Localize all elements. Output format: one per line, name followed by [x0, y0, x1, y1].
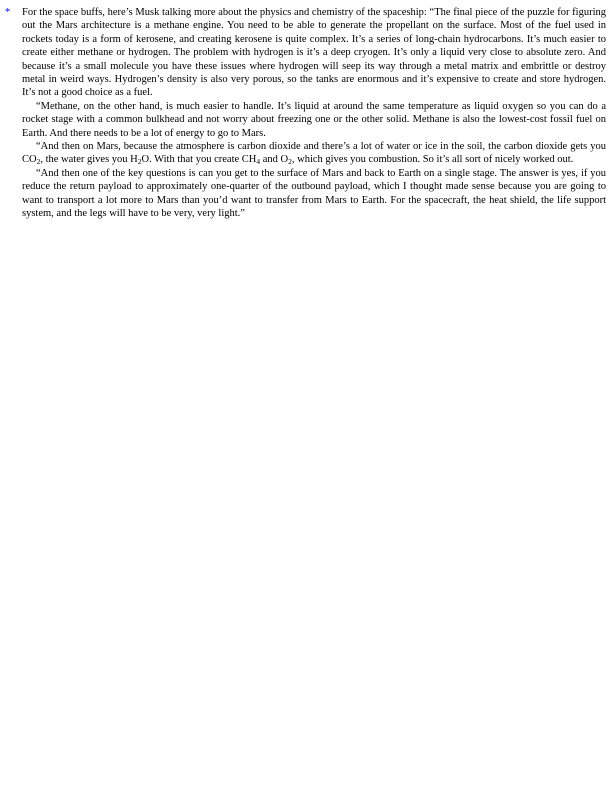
footnote-paragraph-2: “Methane, on the other hand, is much easier to handle. It’s liquid at around the same temperature as liquid oxygen so you can do a rocket stage with a common bulkhead and not worry about freezing one or the other solid. Methane is also the lowest-cost fossil fuel on Earth. And there needs to be a lot of energy to go to Mars. — [22, 100, 606, 139]
footnote-paragraph-3 — [22, 140, 606, 167]
h2o-subscript: 2 — [137, 157, 142, 167]
co2-subscript: 2 — [36, 157, 41, 167]
footnote-paragraph-4: “And then one of the key questions is can you get to the surface of Mars and back to Earth on a single stage. The answer is yes, if you reduce the return payload to approximately one-quarter of the outbound payload, which I thought made sense because you are going to want to transport a lot more to Mars than you’d want to transfer from Mars to Earth. For the spacecraft, the heat shield, the life support system, and the legs will have to be very, very light.” — [22, 167, 606, 220]
paragraph-3-text-5: , which gives you combustion. So it’s all sort of nicely worked out. — [291, 154, 574, 166]
footnote-block — [5, 6, 606, 221]
paragraph-3-text-4: and O — [260, 154, 289, 166]
footnote-marker-link[interactable]: * — [5, 7, 11, 18]
paragraph-3-text-1: “And then on Mars, because the atmosphere is carbon dioxide and there’s a lot of water or ice in the soil, the carbon dioxide gets you CO — [22, 141, 606, 166]
footnote-paragraph-1: For the space buffs, here’s Musk talking more about the physics and chemistry of the spaceship: “The final piece of the puzzle for figuring out the Mars architecture is a methane engine. You need to be able to generate the propellant on the surface. Most of the fuel used in rockets today is a form of kerosene, and creating kerosene is quite complex. It’s a series of long-chain hydrocarbons. It’s much easier to create either methane or hydrogen. The problem with hydrogen is it’s a deep cryogen. It’s only a liquid very close to absolute zero. And because it’s a small molecule you have these issues where hydrogen will seep its way through a metal matrix and embrittle or destroy metal in weird ways. Hydrogen’s density is also very porous, so the tanks are enormous and it’s expensive to create and store hydrogen. It’s not a good choice as a fuel. — [22, 7, 606, 99]
o2-subscript: 2 — [288, 157, 292, 167]
paragraph-3-text-3: O. With that you create CH — [141, 154, 257, 166]
ch4-subscript: 4 — [256, 157, 261, 167]
paragraph-3-text-2: , the water gives you H — [40, 154, 138, 166]
